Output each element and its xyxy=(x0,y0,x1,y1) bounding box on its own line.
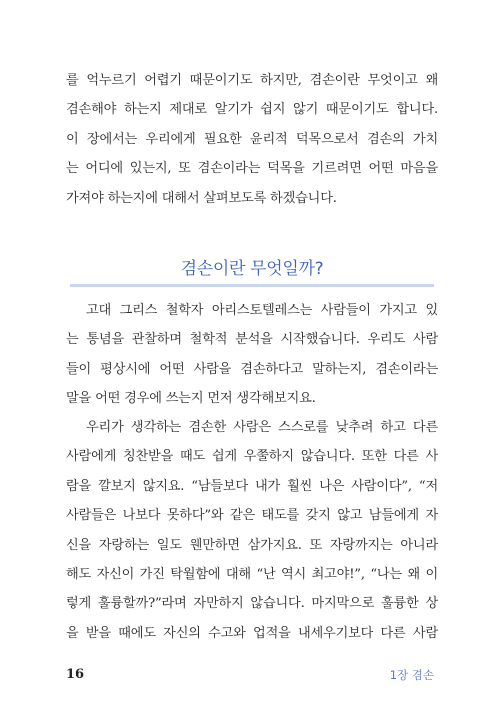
section-heading: 겸손이란 무엇일까? xyxy=(180,259,324,279)
text-line: 는 어디에 있는지, 또 겸손이라는 덕목을 기르려면 어떤 마음을 xyxy=(66,161,438,177)
text-line: 해도 자신이 가진 탁월함에 대해 “난 역시 최고야!”, “나는 왜 이 xyxy=(66,567,438,583)
text-line: 람을 깔보지 않지요. “남들보다 내가 훨씬 나은 사람이다”, “저 xyxy=(66,478,438,494)
text-line: 들이 평상시에 어떤 사람을 겸손하다고 말하는지, 겸손이라는 xyxy=(66,361,438,377)
heading-underline xyxy=(70,284,434,287)
text-line: 겸손해야 하는지 제대로 알기가 쉽지 않기 때문이기도 합니다. xyxy=(66,102,438,118)
text-line: 가져야 하는지에 대해서 살펴보도록 하겠습니다. xyxy=(66,190,337,206)
text-line: 을 받을 때에도 자신의 수고와 업적을 내세우기보다 다른 사람 xyxy=(66,625,438,641)
text-line: 사람들은 나보다 못하다”와 같은 태도를 갖지 않고 남들에게 자 xyxy=(66,508,438,524)
page-number: 16 xyxy=(66,667,85,682)
text-line: 렇게 훌륭할까?”라며 자만하지 않습니다. 마지막으로 훌륭한 상 xyxy=(66,596,438,612)
text-line: 는 통념을 관찰하며 철학적 분석을 시작했습니다. 우리도 사람 xyxy=(66,332,438,348)
text-line: 를 억누르기 어렵기 때문이기도 하지만, 겸손이란 무엇이고 왜 xyxy=(66,73,438,88)
chapter-label: 1장 겸손 xyxy=(389,668,434,682)
text-line: 이 장에서는 우리에게 필요한 윤리적 덕목으로서 겸손의 가치 xyxy=(66,131,438,147)
text-line: 말을 어떤 경우에 쓰는지 먼저 생각해보지요. xyxy=(66,391,316,407)
intro-paragraph xyxy=(66,66,438,213)
body-paragraph xyxy=(66,296,438,414)
body-paragraph xyxy=(66,413,438,648)
text-line: 신을 자랑하는 일도 웬만하면 삼가지요. 또 자랑까지는 아니라 xyxy=(66,537,438,553)
text-line: 고대 그리스 철학자 아리스토텔레스는 사람들이 가지고 있 xyxy=(86,303,438,318)
text-line: 사람에게 칭찬받을 때도 쉽게 우쭐하지 않습니다. 또한 다른 사 xyxy=(66,449,438,465)
text-line: 우리가 생각하는 겸손한 사람은 스스로를 낮추려 하고 다른 xyxy=(86,420,438,435)
